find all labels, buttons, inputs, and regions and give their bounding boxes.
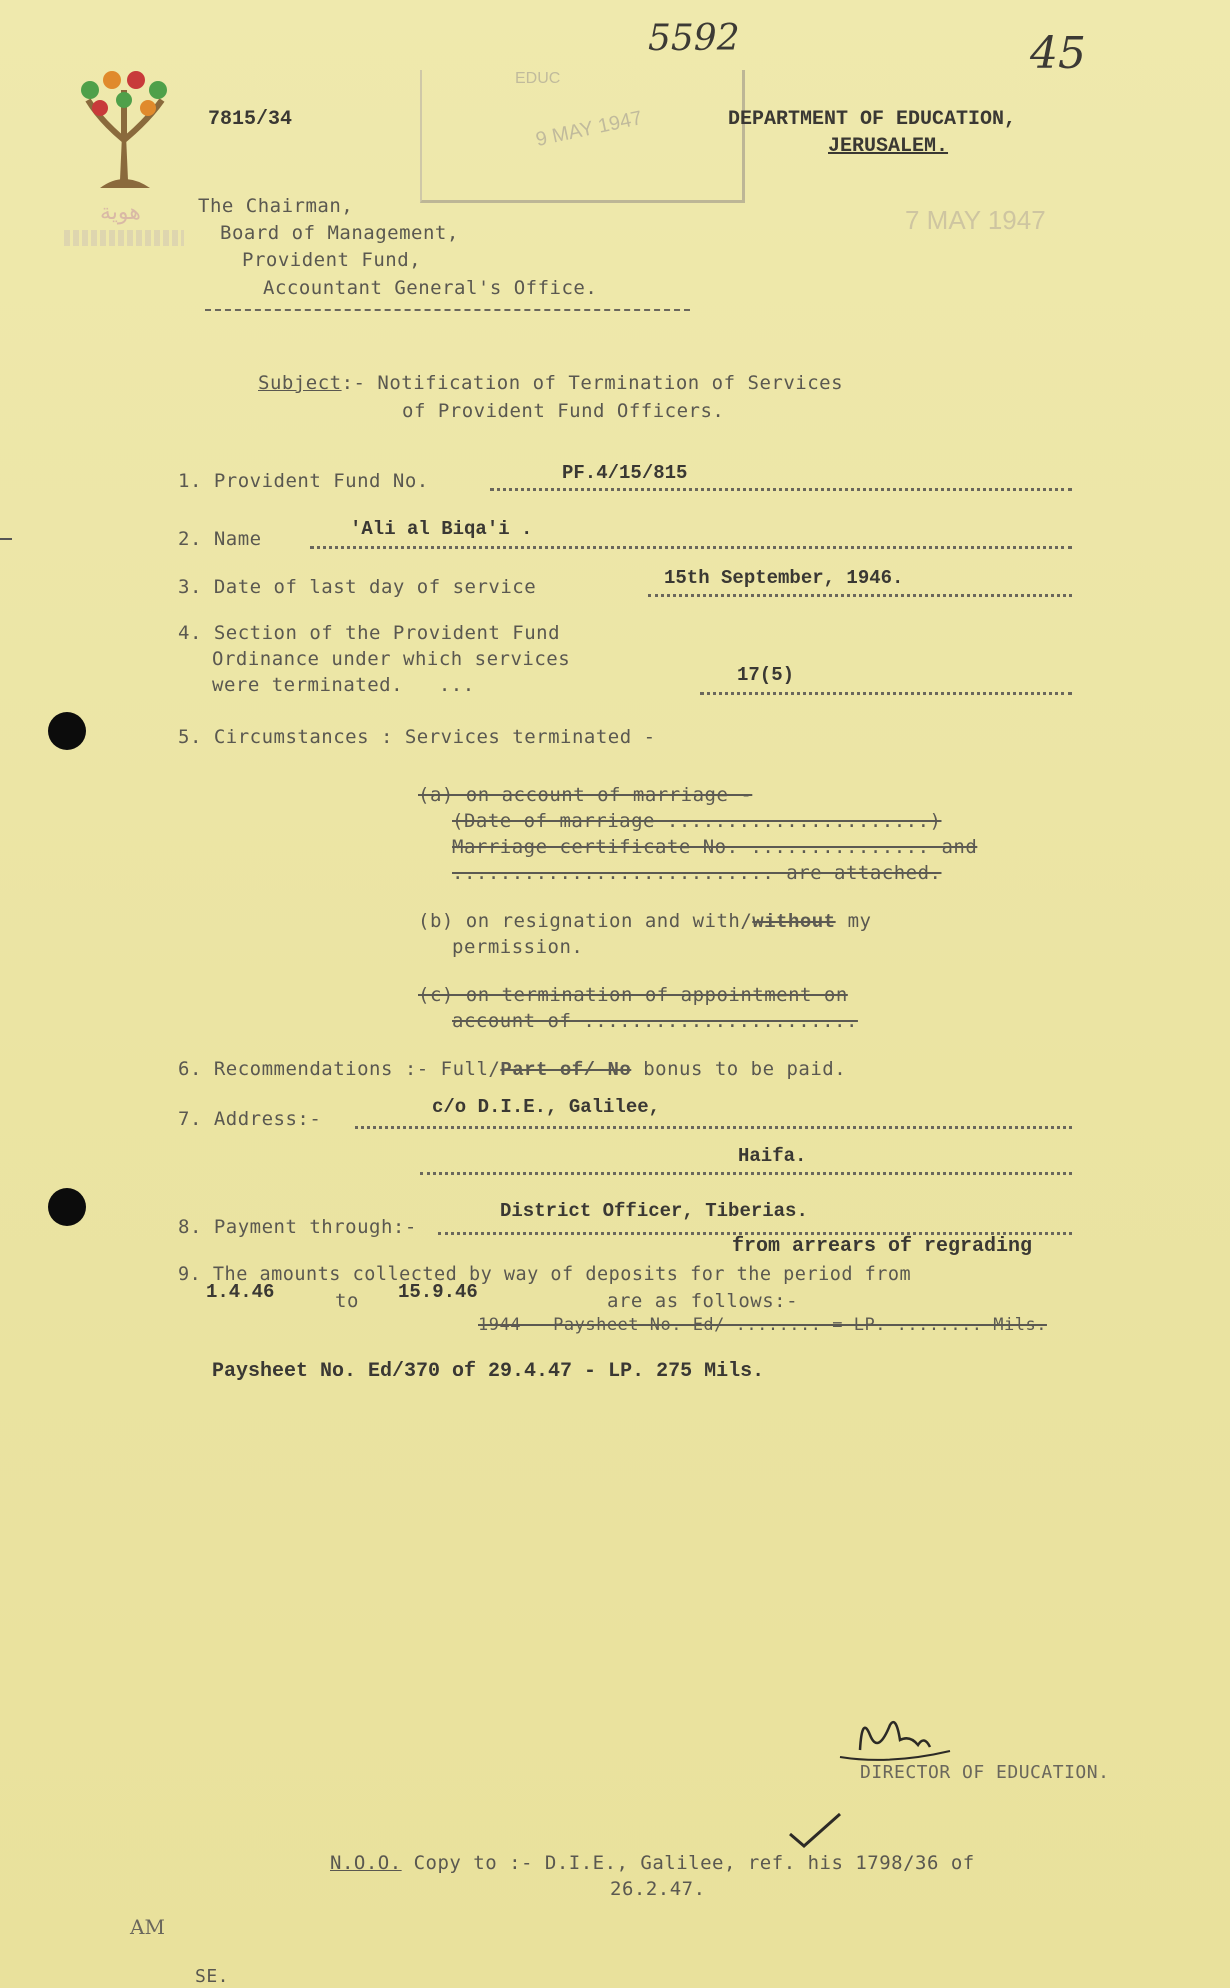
item-7-label: 7. Address:- xyxy=(178,1108,322,1130)
address-line-1: c/o D.I.E., Galilee, xyxy=(432,1096,661,1118)
item-1-dots xyxy=(490,488,1072,491)
folio-number: 45 xyxy=(1030,28,1086,79)
tree-logo xyxy=(70,50,180,190)
date-stamp: 7 MAY 1947 xyxy=(905,205,1046,235)
item-6-text: 6. Recommendations :- Full/ xyxy=(178,1058,501,1080)
item-2-dots xyxy=(310,546,1072,549)
last-day-of-service: 15th September, 1946. xyxy=(664,567,904,589)
copy-text: Copy to :- D.I.E., Galilee, ref. his 1798/36 of xyxy=(401,1852,975,1874)
item-8-label: 8. Payment through:- xyxy=(178,1216,417,1238)
addressee-line-2: Board of Management, xyxy=(220,222,459,244)
ordinance-section: 17(5) xyxy=(737,664,795,686)
item-1-label: 1. Provident Fund No. xyxy=(178,470,429,492)
item-7-dots-2 xyxy=(420,1172,1072,1175)
punch-hole-bottom xyxy=(48,1188,86,1226)
item-4-line-3: were terminated. ... xyxy=(212,674,475,696)
item-3-dots xyxy=(648,594,1072,597)
subject-label: Subject xyxy=(258,372,342,394)
item-4-line-1: 4. Section of the Provident Fund xyxy=(178,622,561,644)
item-4-dots xyxy=(700,692,1072,695)
signatory-title: DIRECTOR OF EDUCATION. xyxy=(860,1762,1110,1783)
item-5c-line-1: (c) on termination of appointment on xyxy=(418,984,848,1006)
department-city: JERUSALEM. xyxy=(828,135,949,158)
margin-note-am: AM xyxy=(130,1915,165,1939)
item-5b-text: (b) on resignation and with/ xyxy=(418,910,753,932)
item-5b-struck: without xyxy=(752,911,836,933)
item-5b-line-2: permission. xyxy=(452,936,584,958)
payment-note: from arrears of regrading xyxy=(732,1235,1033,1258)
addressee-line-1: The Chairman, xyxy=(198,195,354,217)
margin-note-se: SE. xyxy=(195,1966,230,1987)
addressee-line-4: Accountant General's Office. xyxy=(263,277,598,299)
period-to: 15.9.46 xyxy=(398,1281,478,1303)
period-from: 1.4.46 xyxy=(206,1281,275,1303)
item-5c-line-2: account of ....................... xyxy=(452,1010,858,1032)
item-6 xyxy=(178,1058,846,1081)
tick-mark xyxy=(786,1810,846,1850)
subject-line-1 xyxy=(258,372,843,394)
item-5a-line-4: ........................... are attached. xyxy=(452,862,942,884)
received-stamp-text: EDUC xyxy=(515,70,561,87)
item-9-line-1: 9. The amounts collected by way of deposits for the period from xyxy=(178,1264,912,1285)
officer-name: 'Ali al Biqa'i . xyxy=(350,518,533,540)
payment-through: District Officer, Tiberias. xyxy=(500,1200,808,1222)
item-9-struck: 1944 - Paysheet No. Ed/ ........ = LP. ........ Mils. xyxy=(478,1315,1047,1335)
item-9-tail: are as follows:- xyxy=(607,1290,799,1312)
paysheet-reference: Paysheet No. Ed/370 of 29.4.47 - LP. 275 Mils. xyxy=(212,1360,765,1383)
address-line-2: Haifa. xyxy=(738,1145,807,1167)
item-6-struck: Part of/ No xyxy=(500,1059,632,1081)
provident-fund-number: PF.4/15/815 xyxy=(562,462,688,484)
department-name: DEPARTMENT OF EDUCATION, xyxy=(728,108,1017,131)
copy-line-1 xyxy=(330,1852,975,1874)
item-5a-line-2: (Date of marriage ......................) xyxy=(452,810,942,832)
logo-text: هوية xyxy=(100,200,141,225)
item-5-label: 5. Circumstances : Services terminated - xyxy=(178,726,656,748)
item-7-dots xyxy=(355,1126,1072,1129)
item-5b-tail: my xyxy=(835,910,872,932)
punch-hole-top xyxy=(48,712,86,750)
item-2-label: 2. Name xyxy=(178,528,262,550)
logo-caption xyxy=(64,230,184,246)
reference-number: 7815/34 xyxy=(208,108,293,131)
item-6-tail: bonus to be paid. xyxy=(631,1058,847,1080)
item-5b-line-1 xyxy=(418,910,871,933)
item-5a-line-1: (a) on account of marriage - xyxy=(418,784,753,806)
addressee-line-3: Provident Fund, xyxy=(242,249,422,271)
item-3-label: 3. Date of last day of service xyxy=(178,576,537,598)
subject-line-2: of Provident Fund Officers. xyxy=(402,400,725,422)
addressee-rule xyxy=(205,309,690,311)
period-to-word: to xyxy=(335,1290,359,1312)
subject-text: :- Notification of Termination of Services xyxy=(341,372,844,394)
margin-tick xyxy=(0,538,12,540)
copy-label: N.O.O. xyxy=(330,1852,402,1874)
received-stamp-date: 9 MAY 1947 xyxy=(533,106,645,152)
copy-line-2: 26.2.47. xyxy=(610,1878,706,1900)
item-4-line-2: Ordinance under which services xyxy=(212,648,571,670)
handwritten-number: 5592 xyxy=(648,18,740,59)
item-5a-line-3: Marriage certificate No. ............... and xyxy=(452,836,978,858)
